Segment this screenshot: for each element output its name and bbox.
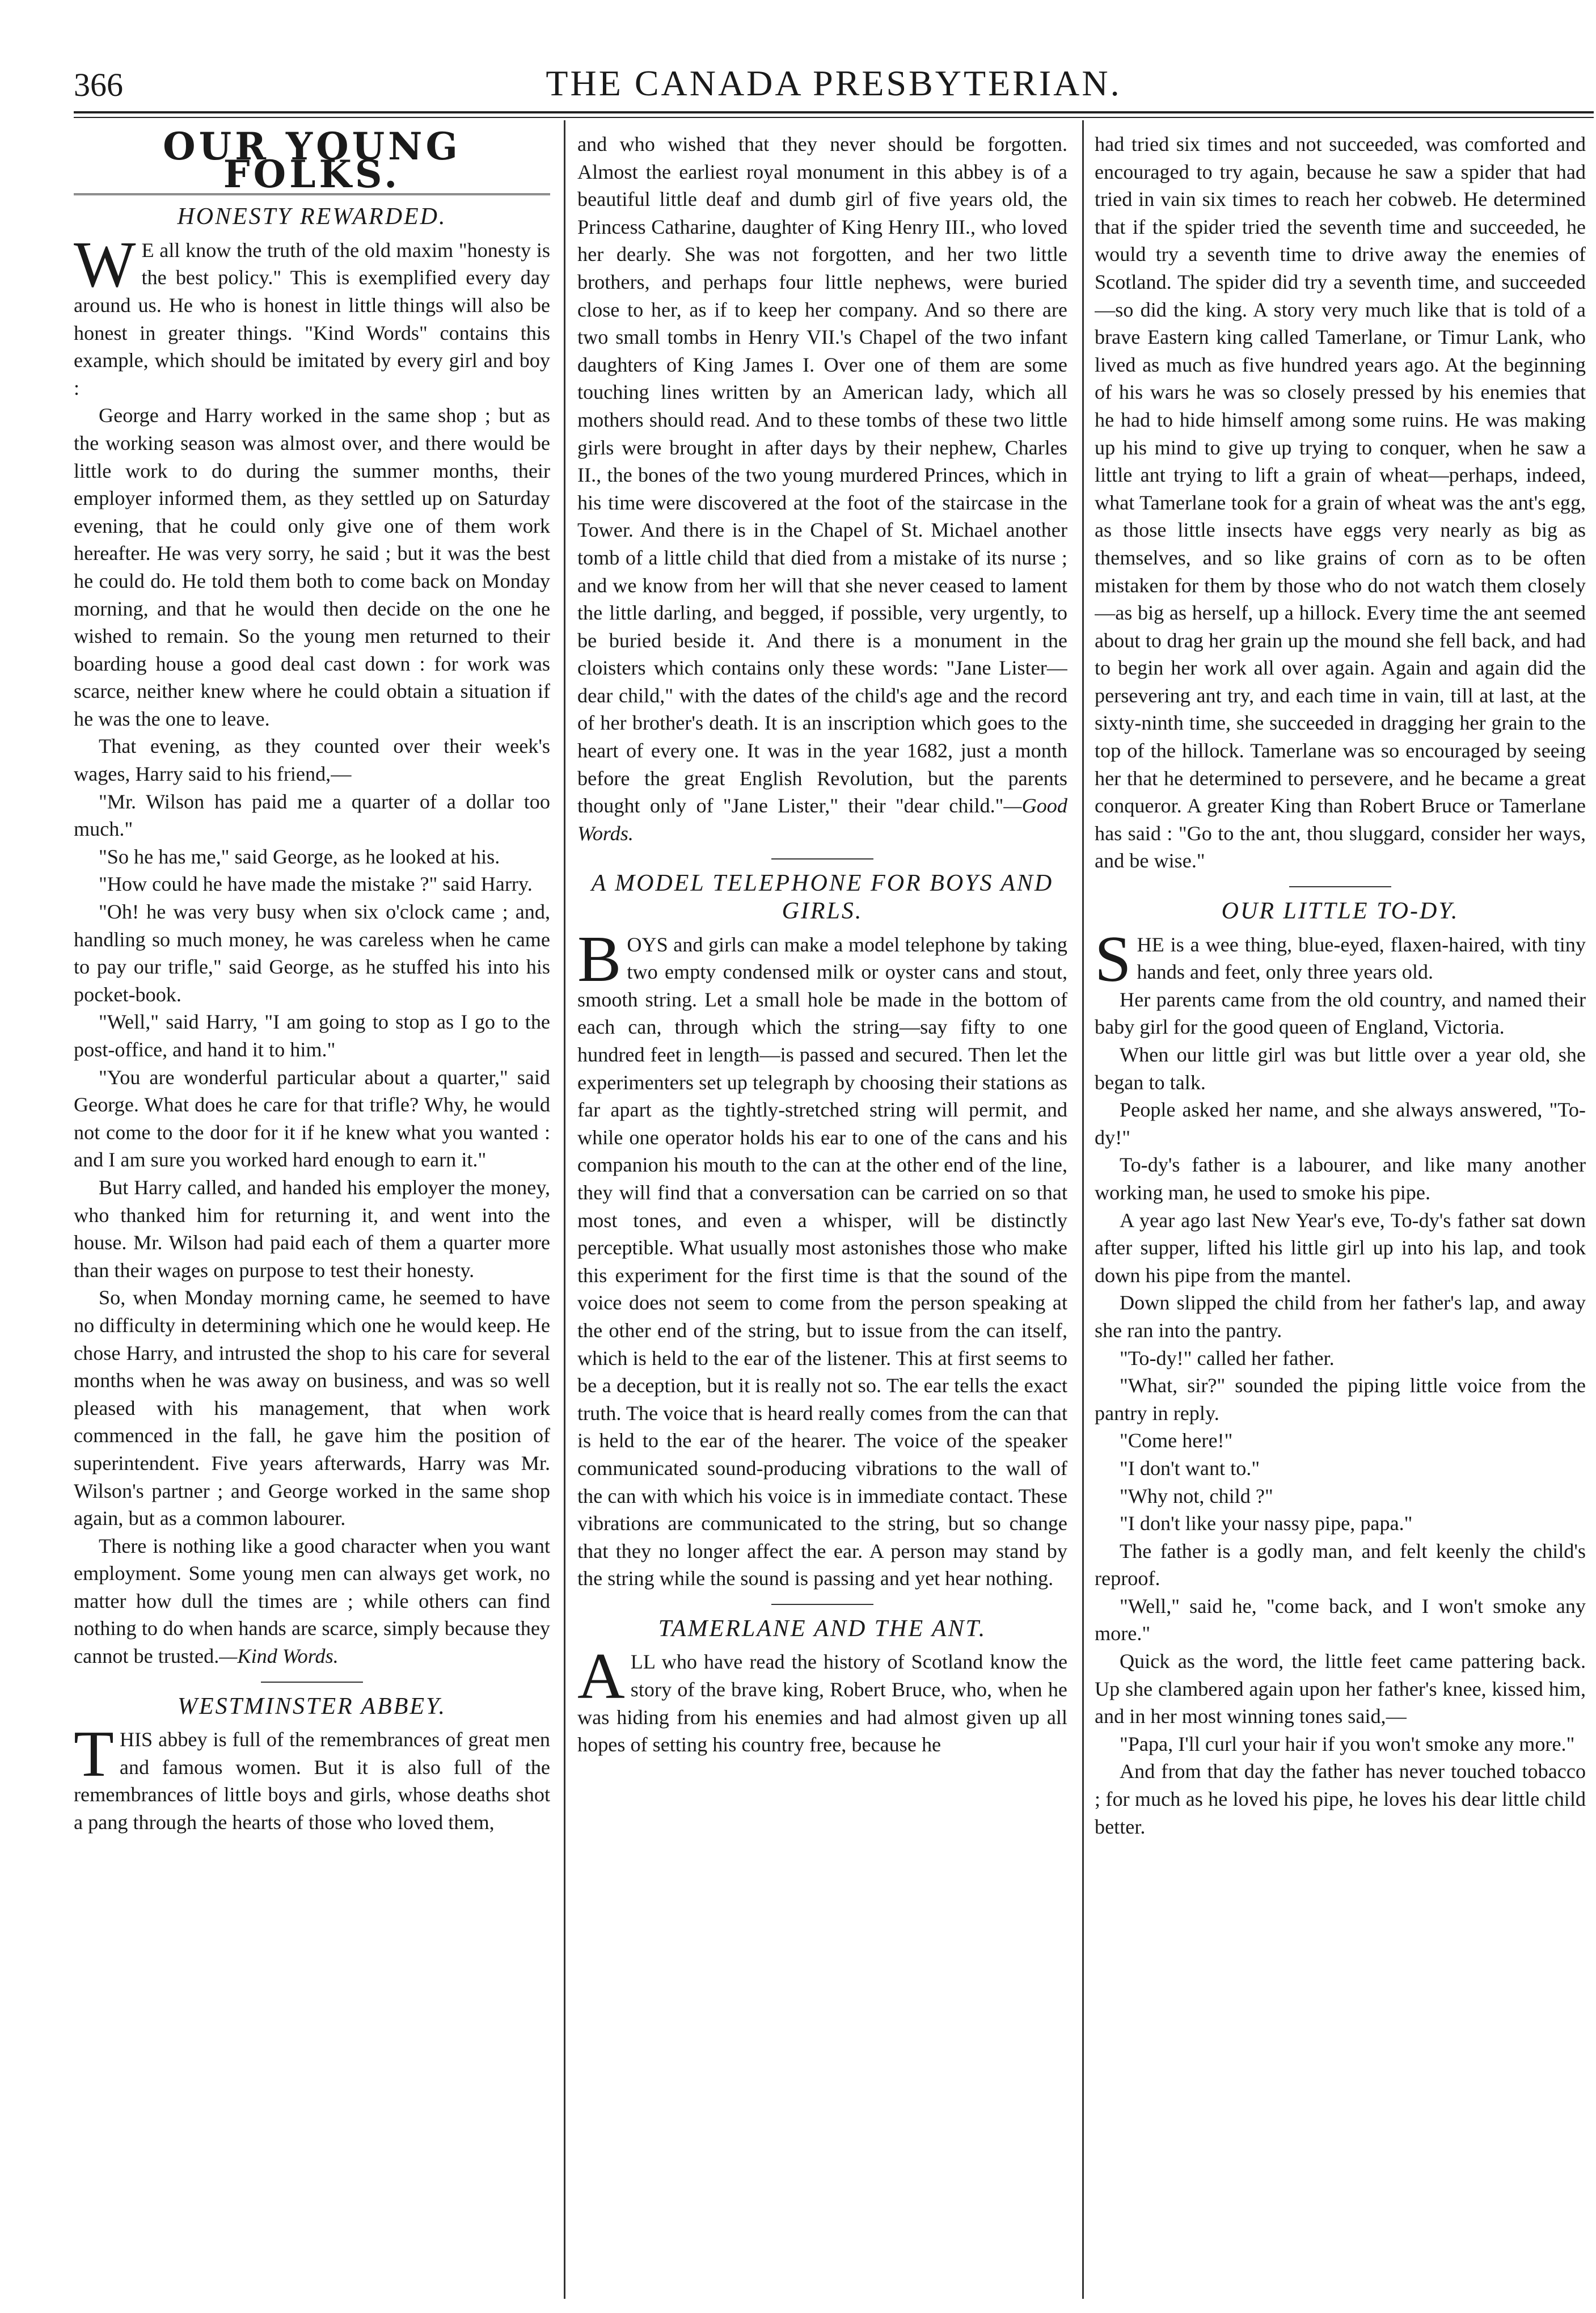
paragraph: "Why not, child ?" <box>1120 1484 1273 1507</box>
paragraph-text: There is nothing like a good character when you want employment. Some young men can always get work, no matter how dull the times are ; while others can find nothing to do when hands are scarce, simply because they cannot be trusted. <box>74 1534 550 1668</box>
paragraph: "So he has me," said George, as he looked at his. <box>99 845 500 868</box>
article-separator <box>771 858 873 860</box>
paragraph: "Oh! he was very busy when six o'clock came ; and, handling so much money, he was careless when he came to pay our trifle," said George, as he stuffed his into his pocket-book. <box>74 900 550 1006</box>
paragraph: People asked her name, and she always answered, "To-dy!" <box>1095 1098 1586 1149</box>
header-rule <box>74 111 1594 113</box>
article-title-westminster: WESTMINSTER ABBEY. <box>177 1693 447 1720</box>
paragraph-text: HIS abbey is full of the remembrances of great men and famous women. But it is also full of the remembrances of little boys and girls, whose deaths shot a pang through the hearts of those who loved them, <box>74 1728 550 1834</box>
paragraph: "To-dy!" called her father. <box>1120 1346 1335 1370</box>
column-3 <box>1095 130 1586 2303</box>
source-credit: —Kind Words. <box>219 1645 339 1668</box>
paragraph: When our little girl was but little over a year old, she began to talk. <box>1095 1043 1586 1094</box>
paragraph: Her parents came from the old country, and named their baby girl for the good queen of England, Victoria. <box>1095 988 1586 1039</box>
paragraph: "Papa, I'll curl your hair if you won't smoke any more." <box>1120 1732 1575 1755</box>
paragraph-text: LL who have read the history of Scotland know the story of the brave king, Robert Bruce, who, when he was hiding from his enemies and had almost given up all hopes of setting his country free, because he <box>577 1650 1067 1756</box>
article-separator <box>1289 886 1391 887</box>
paragraph: The father is a godly man, and felt keenly the child's reproof. <box>1095 1539 1586 1590</box>
article-title-todgy: OUR LITTLE TO-DY. <box>1221 898 1459 925</box>
page-number: 366 <box>74 66 123 103</box>
column-2 <box>577 130 1067 2303</box>
article-title-tamerlane: TAMERLANE AND THE ANT. <box>658 1615 987 1642</box>
drop-cap: S <box>1095 922 1131 996</box>
paragraph: "How could he have made the mistake ?" said Harry. <box>99 873 533 896</box>
paragraph-text: and who wished that they never should be forgotten. Almost the earliest royal monument in this abbey is of a beautiful little deaf and dumb girl of five years old, the Princess Catharine, daughter of King Henry III., who loved her dearly. She was not forgotten, and her two little brothers, and perhaps four little nephews, were buried close to her, as if to keep her company. And so there are two small tombs in Henry VII.'s Chapel of the two infant daughters of King James I. Over one of them are some touching lines written by an American lady, which all mothers should read. And to these tombs of these two little girls were brought in after days by their nephew, Charles II., the bones of the two young murdered Princes, which in his time were discovered at the foot of the staircase in the Tower. And there is in the Chapel of St. Michael another tomb of a little child that died from a mistake of its nurse ; and we know from her will that she never ceased to lament the little darling, and begged, if possible, very urgently, to be buried beside it. And there is a monument in the cloisters which contains only these words: "Jane Lister—dear child," with the dates of the child's age and the record of her brother's death. It is an inscription which goes to the heart of every one. It was in the year 1682, just a month before the great English Revolution, but the parents thought only of "Jane Lister," their "dear child." <box>577 133 1067 818</box>
paragraph: "Well," said he, "come back, and I won't smoke any more." <box>1095 1594 1586 1645</box>
drop-cap: W <box>74 228 136 301</box>
paragraph: "Come here!" <box>1120 1429 1233 1452</box>
paragraph: A year ago last New Year's eve, To-dy's father sat down after supper, lifted his little girl up into his lap, and took down his pipe from the mantel. <box>1095 1208 1586 1287</box>
paragraph: George and Harry worked in the same shop ; but as the working season was almost over, and there would be little work to do during the summer months, their employer informed them, as they settled up on Saturday evening, that he could only give one of them work hereafter. He was very sorry, he said ; but it was the best he could do. He told them both to come back on Monday morning, and that he would then decide on the one he wished to remain. So the young men returned to their boarding house a good deal cast down : for work was scarce, neither knew where he could obtain a situation if he was the one to leave. <box>74 404 550 730</box>
paragraph <box>577 922 1067 1592</box>
article-separator <box>261 1682 363 1683</box>
drop-cap: A <box>577 1640 625 1713</box>
paragraph: And from that day the father has never touched tobacco ; for much as he loved his pipe, he loves his dear little child better. <box>1095 1760 1586 1838</box>
paragraph <box>74 228 550 402</box>
article-separator <box>771 1604 873 1605</box>
paragraph-text: HE is a wee thing, blue-eyed, flaxen-haired, with tiny hands and feet, only three years old. <box>1137 933 1586 984</box>
drop-cap: T <box>74 1718 114 1791</box>
paragraph: Quick as the word, the little feet came pattering back. Up she clambered again upon her father's knee, kissed him, and in her most winning tones said,— <box>1095 1650 1586 1728</box>
column-divider <box>564 120 565 2299</box>
paragraph: "Well," said Harry, "I am going to stop as I go to the post-office, and hand it to him." <box>74 1010 550 1061</box>
paragraph: So, when Monday morning came, he seemed to have no difficulty in determining which one he would keep. He chose Harry, and intrusted the shop to his care for several months when he was away on business, and was so well pleased with his management, that when work commenced in the fall, he gave him the position of superintendent. Five years afterwards, Harry was Mr. Wilson's partner ; and George worked in the same shop again, but as a common labourer. <box>74 1286 550 1530</box>
page-header <box>74 54 1594 106</box>
journal-title: THE CANADA PRESBYTERIAN. <box>546 63 1122 103</box>
column-divider <box>1082 120 1084 2299</box>
paragraph <box>1095 922 1586 996</box>
header-rule-thin <box>74 117 1594 118</box>
paragraph <box>577 130 1067 847</box>
paragraph-text: E all know the truth of the old maxim "honesty is the best policy." This is exemplified every day around us. He who is honest in little things will also be honest in greater things. "Kind Words" contains this example, which should be imitated by every girl and boy : <box>74 238 550 399</box>
paragraph: had tried six times and not succeeded, was comforted and encouraged to try again, because he saw a spider that had tried in vain six times to reach her cobweb. He determined that if the spider tried the seventh time and succeeded, he would try a seventh time to drive away the enemies of Scotland. The spider did try a seventh time, and succeeded —so did the king. A story very much like that is told of a brave Eastern king called Tamerlane, or Timur Lank, who lived as much as five hundred years ago. At the beginning of his wars he was so closely pressed by his enemies that he had to hide himself among some ruins. He was making up his mind to give up trying to conquer, when he saw a little ant trying to lift a grain of wheat—perhaps, indeed, what Tamerlane took for a grain of wheat was the ant's egg, as those little insects have eggs very nearly as big as themselves, and so like grains of corn as to be often mistaken for them by those who do not watch them closely—as big as herself, up a hillock. Every time the ant seemed about to drag her grain up the mound she fell back, and had to begin her work all over again. Again and again did the persevering ant try, and each time in vain, till at last, at the sixty-ninth time, she succeeded in dragging her grain to the top of the hillock. Tamerlane was so encouraged by seeing her that he determined to persevere, and he became a great conqueror. A greater King than Robert Bruce or Tamerlane has said : "Go to the ant, thou sluggard, consider her ways, and be wise." <box>1095 133 1586 873</box>
article-title-honesty: HONESTY REWARDED. <box>177 204 447 230</box>
section-title: OUR YOUNG FOLKS. <box>74 133 550 195</box>
paragraph: Down slipped the child from her father's lap, and away she ran into the pantry. <box>1095 1291 1586 1342</box>
paragraph-text: OYS and girls can make a model telephone by taking two empty condensed milk or oyster cans and stout, smooth string. Let a small hole be made in the bottom of each can, through which the string—say fifty to one hundred feet in length—is passed and secured. Then let the experimenters set up telegraph by choosing their stations as far apart as the tightly-stretched string will permit, and while one operator holds his ear to one of the cans and his companion his mouth to the can at the other end of the line, they will find that a conversation can be carried on so that most tones, and even a whisper, will be distinctly perceptible. What usually most astonishes those who make this experiment for the first time is that the sound of the voice does not seem to come from the person speaking at the other end of the string, but to issue from the can itself, which is held to the ear of the listener. This at first seems to be a deception, but it is really not so. The ear tells the exact truth. The voice that is heard really comes from the can that is held to the ear of the hearer. The voice of the speaker communicated sound-producing vibrations to the wall of the can with which his voice is in immediate contact. These vibrations are communicated to the string, but so change that they no longer affect the ear. A person may stand by the string while the sound is passing and yet hear nothing. <box>577 933 1067 1590</box>
paragraph: But Harry called, and handed his employer the money, who thanked him for returning it, and went into the house. Mr. Wilson had paid each of them a quarter more than their wages on purpose to test their honesty. <box>74 1176 550 1282</box>
paragraph <box>74 1532 550 1670</box>
paragraph: "Mr. Wilson has paid me a quarter of a dollar too much." <box>74 790 550 841</box>
source-credit: —Good Words. <box>577 794 1067 845</box>
paragraph: That evening, as they counted over their week's wages, Harry said to his friend,— <box>74 735 550 786</box>
drop-cap: B <box>577 922 622 996</box>
paragraph: "I don't want to." <box>1120 1456 1260 1480</box>
paragraph <box>74 1718 550 1836</box>
article-title-telephone: A MODEL TELEPHONE FOR BOYS AND GIRLS. <box>591 870 1054 925</box>
paragraph: To-dy's father is a labourer, and like many another working man, he used to smoke his pipe. <box>1095 1153 1586 1204</box>
paragraph <box>577 1640 1067 1758</box>
paragraph: "What, sir?" sounded the piping little voice from the pantry in reply. <box>1095 1374 1586 1425</box>
column-1 <box>74 130 550 2303</box>
paragraph: "You are wonderful particular about a quarter," said George. What does he care for that trifle? Why, he would not come to the door for it if he knew what you wanted : and I am sure you worked hard enough to earn it." <box>74 1065 550 1172</box>
paragraph: "I don't like your nassy pipe, papa." <box>1120 1512 1413 1535</box>
